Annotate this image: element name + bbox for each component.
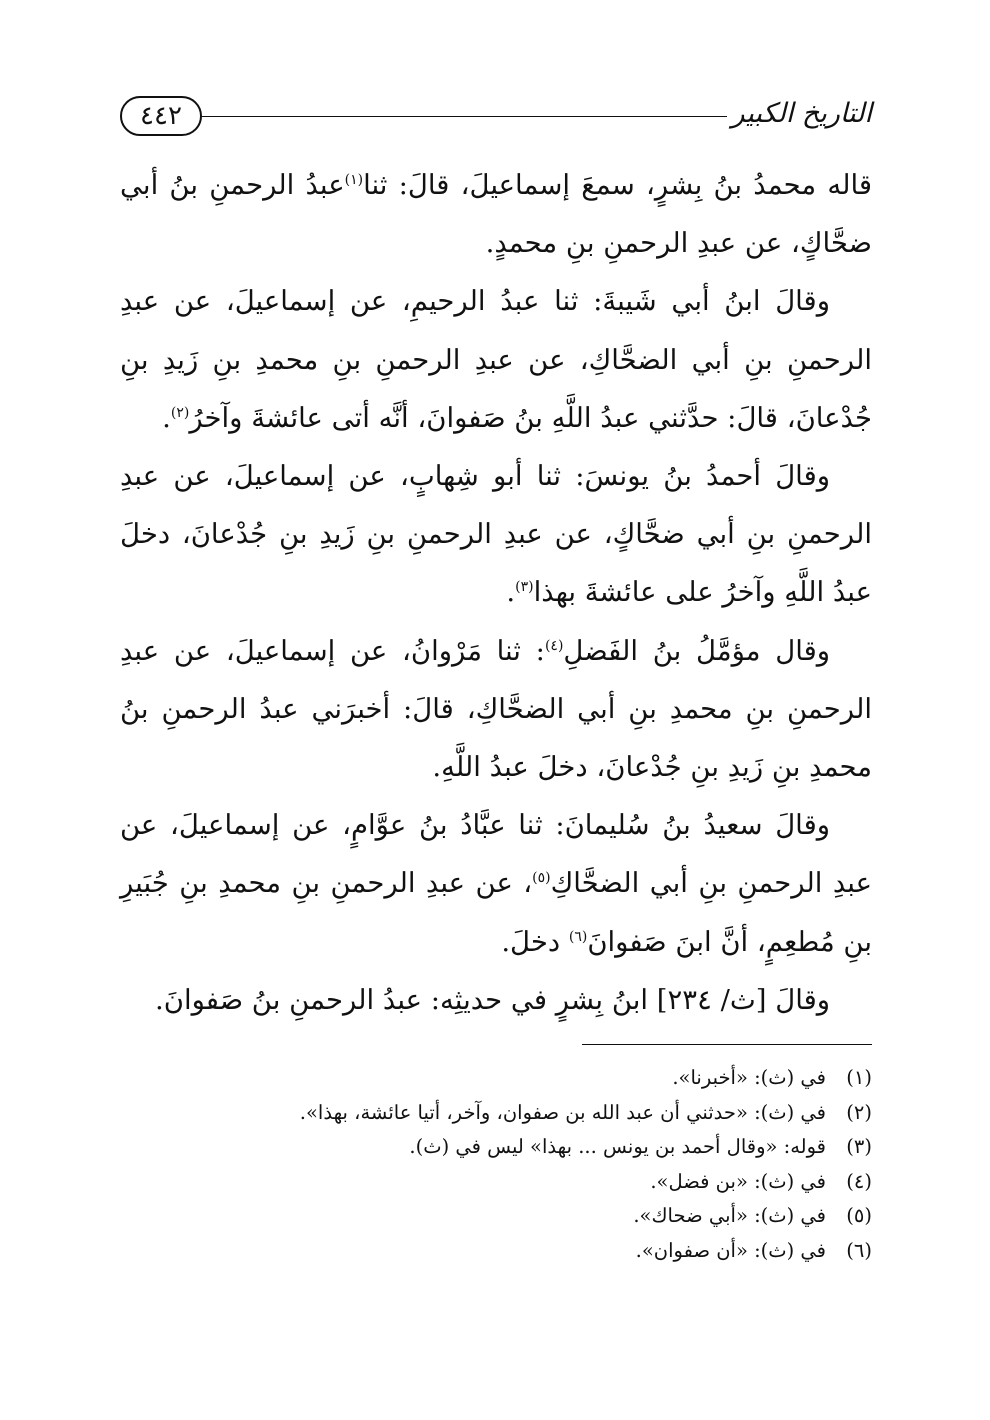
text-run: قاله محمدُ بنُ بِشرٍ، سمعَ إسماعيلَ، قالَ: ثنا <box>363 169 872 201</box>
footnote-text: في (ث): «أخبرنا». <box>672 1066 826 1089</box>
footnote-separator <box>582 1044 872 1045</box>
footnote-number: (٢) <box>846 1100 872 1124</box>
text-run: . <box>506 576 516 609</box>
footnote-marker: (٤) <box>544 637 564 654</box>
footnote-text: في (ث): «بن فضل». <box>650 1169 826 1193</box>
footnote-number: (٦) <box>846 1238 872 1262</box>
text-run: وقالَ ابنُ أبي شَيبةَ: ثنا عبدُ الرحيمِ، عن إسماعيلَ، عن عبدِ الرحمنِ بنِ أبي الضحَّاكِ، عن عبدِ الرحمنِ بنِ محمدِ بنِ زَيدِ بنِ جُدْعانَ، قالَ: حدَّثني عبدُ اللَّهِ بنُ صَفوانَ، أنَّه أتى عائشةَ وآخرُ <box>120 285 872 434</box>
footnote-text: في (ث): «أن صفوان». <box>635 1238 826 1262</box>
text-run: ، عن عبدِ الرحمنِ بنِ محمدِ بنِ جُبَيرِ بنِ مُطعِمٍ، أنَّ ابنَ صَفوانَ <box>120 867 872 958</box>
footnote-number: (٣) <box>846 1135 872 1159</box>
text-run: وقالَ أحمدُ بنُ يونسَ: ثنا أبو شِهابٍ، عن إسماعيلَ، عن عبدِ الرحمنِ بنِ أبي ضحَّاكٍ، عن عبدِ الرحمنِ بنِ زَيدِ بنِ جُدْعانَ، دخلَ عبدُ اللَّهِ وآخرُ على عائشةَ بهذا <box>120 460 872 609</box>
paragraph <box>120 447 872 622</box>
footnote-number: (١) <box>846 1066 872 1089</box>
paragraph <box>120 156 872 272</box>
footnote-number: (٥) <box>846 1204 872 1228</box>
footnote-marker: (٥) <box>532 870 551 887</box>
book-title: التاريخ الكبير <box>731 98 872 129</box>
text-run: وقالَ [ث/ ٢٣٤] ابنُ بِشرٍ في حديثِه: عبدُ الرحمنِ بنُ صَفوانَ. <box>155 983 830 1016</box>
footnote <box>172 1101 872 1136</box>
text-run: وقالَ سعيدُ بنُ سُليمانَ: ثنا عبَّادُ بنُ عوَّامٍ، عن إسماعيلَ، عن عبدِ الرحمنِ بنِ أبي الضحَّاكِ <box>120 809 872 900</box>
footnote-marker: (٦) <box>568 928 588 945</box>
footnote-marker: (٣) <box>515 579 534 596</box>
header-rule <box>202 116 727 117</box>
text-run: عبدُ الرحمنِ بنُ أبي ضحَّاكٍ، عن عبدِ الرحمنِ بنِ محمدٍ. <box>120 169 872 260</box>
footnote-marker: (١) <box>344 171 364 188</box>
footnote <box>172 1135 872 1170</box>
page-header <box>120 92 872 142</box>
text-run: وقال مؤمَّلُ بنُ الفَضلِ <box>563 634 830 667</box>
footnote <box>172 1170 872 1205</box>
text-run: . <box>162 401 171 434</box>
main-text <box>120 156 872 1029</box>
paragraph <box>120 272 872 447</box>
footnotes <box>172 1066 872 1274</box>
text-run: دخلَ. <box>501 925 569 958</box>
text-run: : ثنا مَرْوانُ، عن إسماعيلَ، عن عبدِ الرحمنِ بنِ محمدِ بنِ أبي الضحَّاكِ، قالَ: أخبرَني عبدُ الرحمنِ بنُ محمدِ بنِ زَيدِ بنِ جُدْعانَ، دخلَ عبدُ اللَّهِ. <box>120 634 872 784</box>
paragraph <box>120 796 872 971</box>
footnote <box>172 1066 872 1101</box>
footnote-text: قوله: «وقال أحمد بن يونس ... بهذا» ليس في (ث). <box>409 1135 826 1159</box>
footnote <box>172 1239 872 1274</box>
paragraph <box>120 622 872 797</box>
footnote-number: (٤) <box>846 1169 872 1193</box>
footnote-text: في (ث): «أبي ضحاك». <box>633 1204 826 1228</box>
footnote-text: في (ث): «حدثني أن عبد الله بن صفوان، وآخر، أتيا عائشة، بهذا». <box>299 1100 826 1124</box>
footnote-marker: (٢) <box>170 404 190 421</box>
page-number: ٤٤٢ <box>120 96 202 136</box>
paragraph <box>120 971 872 1029</box>
footnote <box>172 1204 872 1239</box>
